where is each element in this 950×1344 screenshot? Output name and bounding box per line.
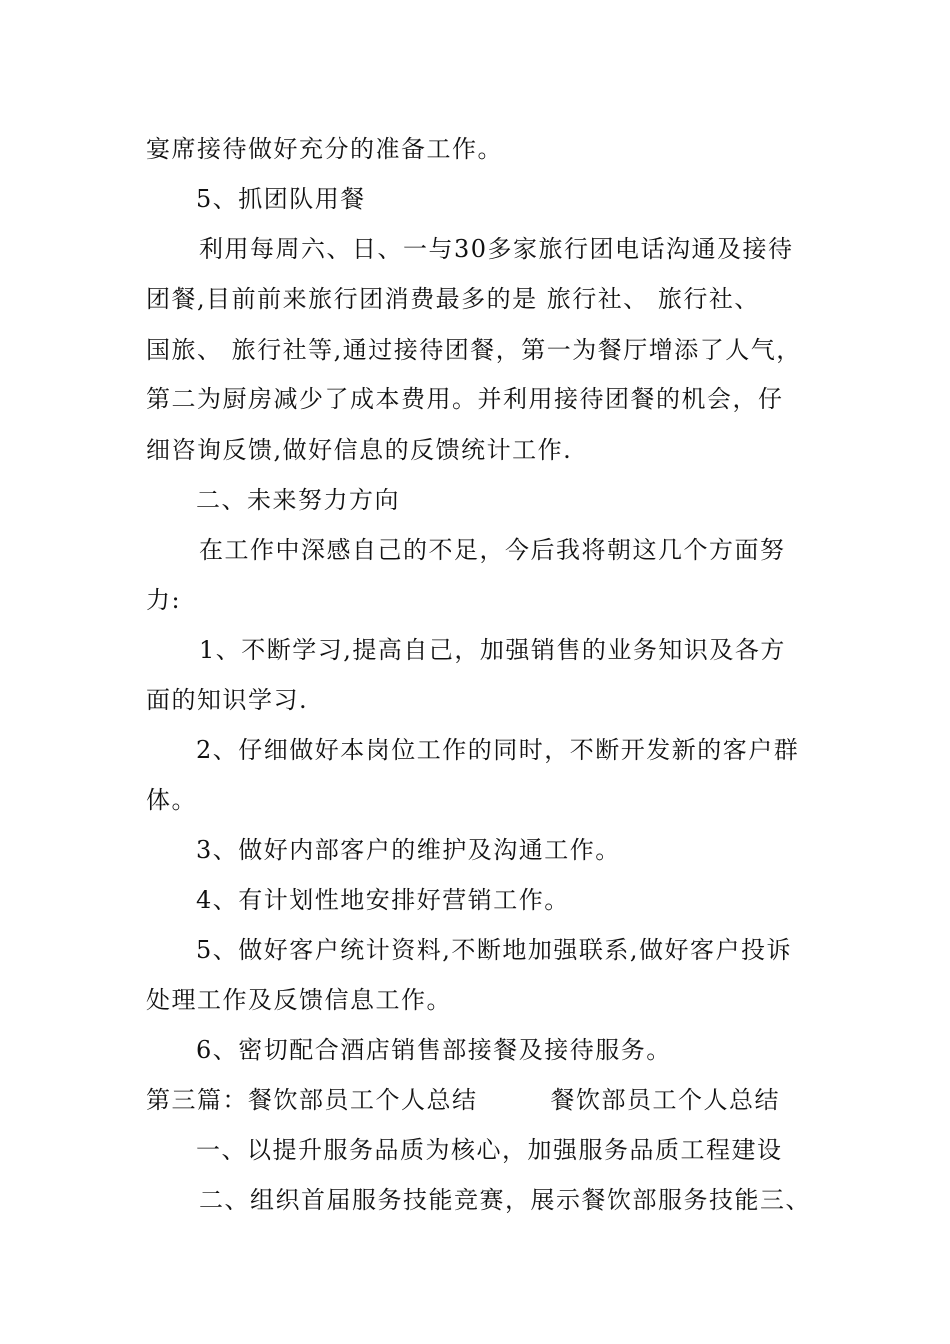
list-item: 1、不断学习,提高自己，加强销售的业务知识及各方 xyxy=(199,636,786,664)
text-line: 一、以提升服务品质为核心，加强服务品质工程建设 xyxy=(196,1136,783,1164)
section-title: 第三篇：餐饮部员工个人总结 餐饮部员工个人总结 xyxy=(146,1086,781,1114)
text-line: 利用每周六、日、一与30多家旅行团电话沟通及接待 xyxy=(199,235,794,263)
text-line: 处理工作及反馈信息工作。 xyxy=(146,986,452,1014)
text-line: 在工作中深感自己的不足，今后我将朝这几个方面努 xyxy=(199,536,786,564)
text-line: 宴席接待做好充分的准备工作。 xyxy=(146,135,503,163)
text-line: 细咨询反馈,做好信息的反馈统计工作. xyxy=(146,436,573,464)
text-line: 体。 xyxy=(146,786,197,814)
text-line: 团餐,目前前来旅行团消费最多的是 旅行社、 旅行社、 xyxy=(146,285,760,313)
list-item: 5、做好客户统计资料,不断地加强联系,做好客户投诉 xyxy=(196,936,793,964)
text-line: 5、抓团队用餐 xyxy=(196,185,366,213)
text-line: 第二为厨房减少了成本费用。并利用接待团餐的机会，仔 xyxy=(146,385,784,413)
list-item: 6、密切配合酒店销售部接餐及接待服务。 xyxy=(196,1036,672,1064)
list-item: 2、仔细做好本岗位工作的同时，不断开发新的客户群 xyxy=(196,736,800,764)
text-line: 面的知识学习. xyxy=(146,686,309,714)
section-heading: 二、未来努力方向 xyxy=(196,486,400,514)
text-line: 二、组织首届服务技能竞赛，展示餐饮部服务技能三、 xyxy=(199,1186,811,1214)
list-item: 4、有计划性地安排好营销工作。 xyxy=(196,886,570,914)
text-line: 力: xyxy=(146,586,182,614)
list-item: 3、做好内部客户的维护及沟通工作。 xyxy=(196,836,621,864)
text-line: 国旅、 旅行社等,通过接待团餐，第一为餐厅增添了人气， xyxy=(146,336,802,364)
